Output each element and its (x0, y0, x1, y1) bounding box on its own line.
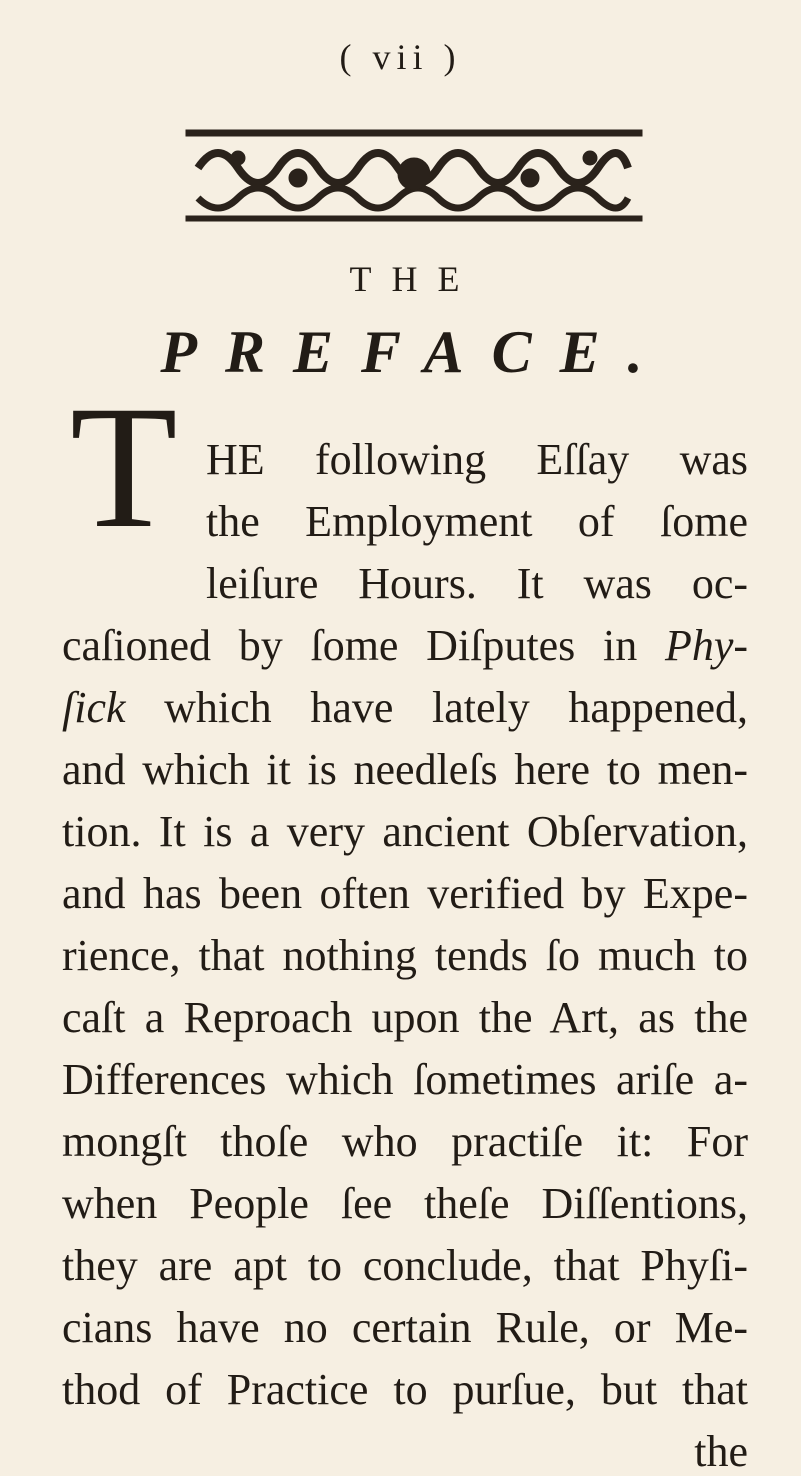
page-number: ( vii ) (339, 37, 462, 77)
text-line (206, 559, 748, 608)
text-line (62, 869, 748, 918)
text-line (62, 931, 748, 980)
text-run: mongſt thoſe who practiſe it: For (62, 1117, 748, 1166)
text-line (62, 621, 748, 670)
text-run: when People ſee theſe Diſſentions, (62, 1179, 748, 1228)
text-line (62, 1117, 748, 1166)
italic-text: Phy- (664, 621, 748, 670)
heading-preface: PREFACE. (160, 319, 671, 385)
text-run: which have lately happened, (125, 683, 748, 732)
text-line (62, 1365, 748, 1414)
text-line (62, 745, 748, 794)
text-line (62, 683, 748, 732)
text-line (62, 1179, 748, 1228)
text-run: the (694, 1427, 748, 1476)
text-line (206, 435, 748, 484)
text-run: and which it is needleſs here to men- (62, 745, 748, 794)
text-run: and has been often verified by Expe- (62, 869, 748, 918)
italic-text: ſick (62, 683, 126, 732)
text-run: caſt a Reproach upon the Art, as the (62, 993, 748, 1042)
text-line (206, 497, 748, 546)
text-run: rience, that nothing tends ſo much to (62, 931, 748, 980)
text-run: tion. It is a very ancient Obſervation, (62, 807, 748, 856)
text-run: caſioned by ſome Diſputes in (62, 621, 665, 670)
text-run: leiſure Hours. It was oc- (206, 559, 748, 608)
drop-capital: T (70, 370, 178, 565)
text-run: cians have no certain Rule, or Me- (62, 1303, 748, 1352)
text-line (62, 1241, 748, 1290)
text-line (62, 993, 748, 1042)
text-run: HE following Eſſay was (206, 435, 748, 484)
text-line (62, 1303, 748, 1352)
text-run: the Employment of ſome (206, 497, 748, 546)
text-run: thod of Practice to purſue, but that (62, 1365, 748, 1414)
headpiece-ornament (178, 108, 650, 240)
text-line (62, 807, 748, 856)
heading-the: THE (349, 259, 480, 299)
text-line (62, 1055, 748, 1104)
text-run: Differences which ſometimes ariſe a- (62, 1055, 748, 1104)
text-run: they are apt to conclude, that Phyſi- (62, 1241, 748, 1290)
text-line (62, 1427, 748, 1476)
